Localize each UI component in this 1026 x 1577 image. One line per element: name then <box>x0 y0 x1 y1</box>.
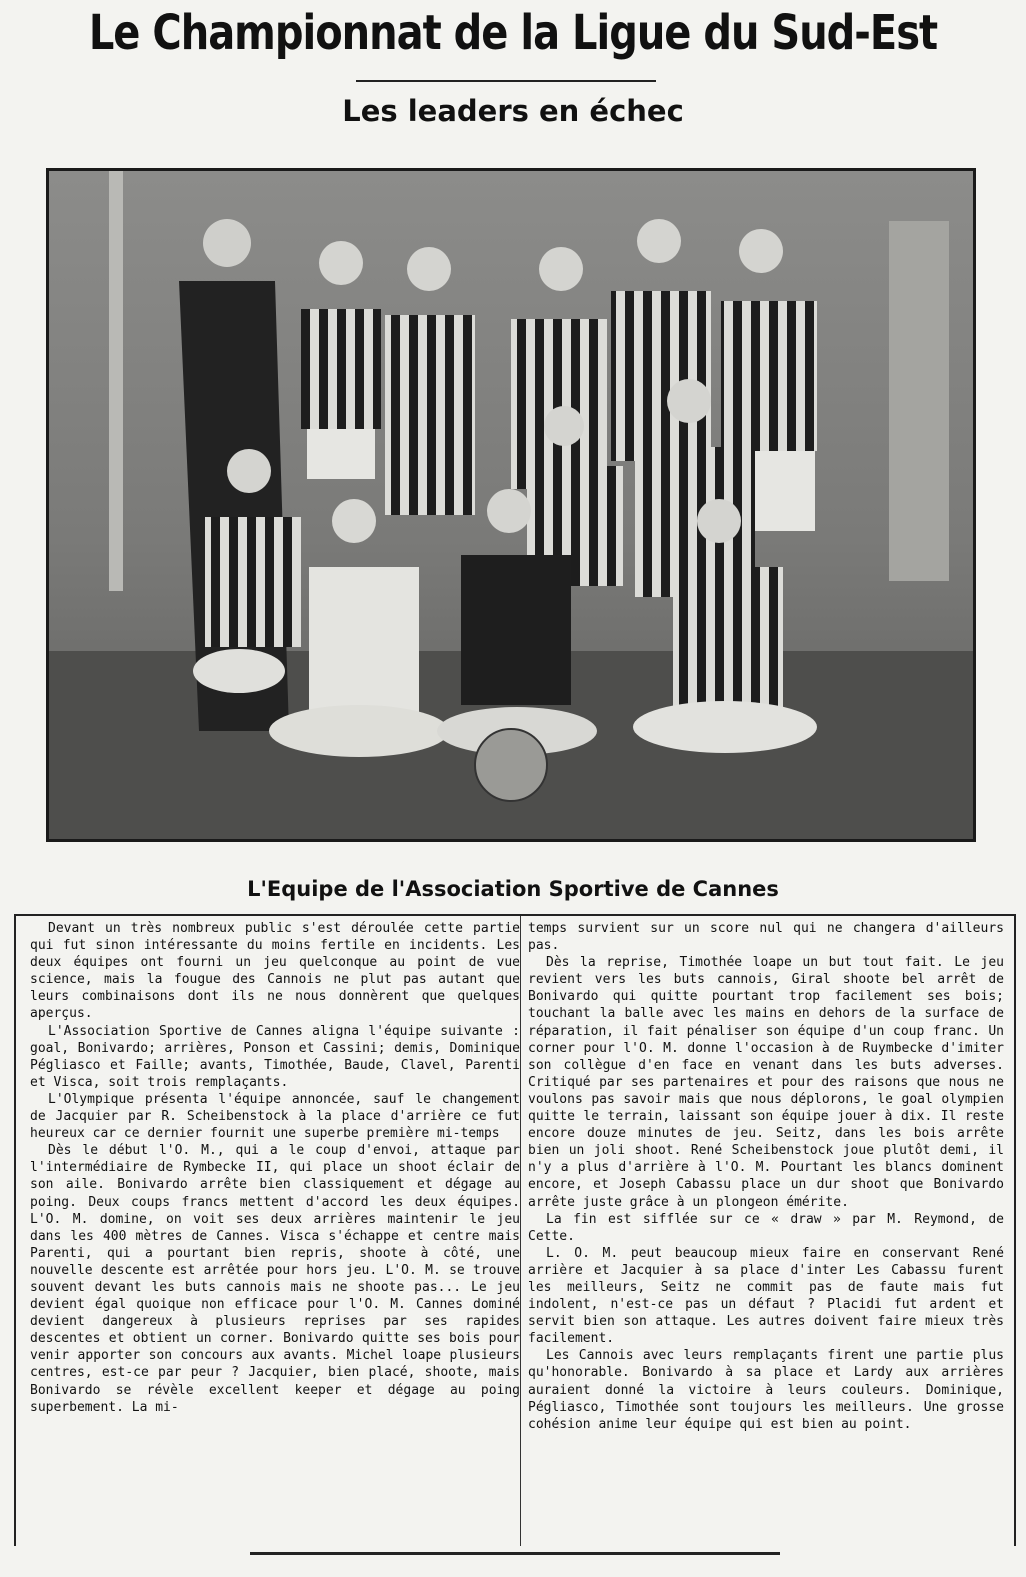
fence-post <box>109 171 123 591</box>
headline-divider <box>356 80 656 82</box>
article-column-left <box>30 920 520 1542</box>
paragraph: temps survient sur un score nul qui ne changera d'ailleurs pas. <box>528 921 1004 954</box>
headline: Le Championnat de la Ligue du Sud-Est <box>88 6 938 62</box>
team-photo <box>46 168 976 842</box>
bottom-rule <box>250 1552 780 1555</box>
paragraph: L'Olympique présenta l'équipe annoncée, sauf le changement de Jacquier par R. Scheibenstock à la place d'arrière ce fut heureux car ce dernier fournit une superbe première mi-temps <box>30 1091 520 1142</box>
article-column-right <box>528 920 1004 1542</box>
paragraph: L. O. M. peut beaucoup mieux faire en conservant René arrière et Jacquier à sa place d'inter Les Cabassu furent les meilleurs, Seitz ne commit pas de faute mais fut indolent, n'est-ce pas un défaut ? Placidi fut ardent et servit bien son attaque. Les autres doivent faire mieux très facilement. <box>528 1245 1004 1347</box>
paragraph: La fin est sifflée sur ce « draw » par M. Reymond, de Cette. <box>528 1211 1004 1244</box>
paragraph: Dès la reprise, Timothée loape un but tout fait. Le jeu revient vers les buts cannois, Giral shoote bel arrêt de Bonivardo qui quitte pourtant trop facilement ses bois; touchant la balle avec les mains en dehors de la surface de réparation, il fait pénaliser son équipe d'un coup franc. Un corner pour l'O. M. donne l'occasion à de Ruymbecke d'imiter son collègue d'en face en venant dans les buts adverses. Critiqué par ses partenaires et pour des raisons que nous ne voulons pas savoir mais que nous déplorons, le goal olympien quitte le terrain, laissant son équipe jouer à dix. Il reste encore douze minutes de jeu. Seitz, dans les bois arrête bien un joli shoot. René Scheibenstock joue plutôt demi, il n'y a plus d'arrière à l'O. M. Pourtant les blancs dominent encore, et Joseph Cabassu place un dur shoot que Bonivardo arrête juste grâce à un plongeon émérite. <box>528 955 1004 1210</box>
paragraph: L'Association Sportive de Cannes aligna l'équipe suivante : goal, Bonivardo; arrières, Ponson et Cassini; demis, Dominique Pégliasco et Faille; avants, Timothée, Baude, Clavel, Parenti et Visca, soit trois remplaçants. <box>30 1023 520 1090</box>
football-icon <box>475 729 547 801</box>
article-body <box>14 914 1016 1546</box>
paragraph: Les Cannois avec leurs remplaçants firent une partie plus qu'honorable. Bonivardo à sa place et Lardy aux arrières auraient donné la victoire à leurs couleurs. Dominique, Pégliasco, Timothée sont toujours les meilleurs. Une grosse cohésion anime leur équipe qui est bien au point. <box>528 1348 1004 1432</box>
paragraph: Devant un très nombreux public s'est déroulée cette partie qui fut sinon intéressante du moins fertile en incidents. Les deux équipes ont fourni un jeu quelconque au point de vue science, mais la fougue des Cannois ne plut pas autant que leurs combinaisons dont ils ne nous donnèrent que quelques aperçus. <box>30 921 520 1022</box>
paragraph: Dès le début l'O. M., qui a le coup d'envoi, attaque par l'intermédiaire de Rymbecke II, qui place un shoot éclair de son aile. Bonivardo arrête bien classiquement et dégage au poing. Deux coups francs mettent d'accord les deux équipes. L'O. M. domine, on voit ses deux arrières maintenir le jeu dans les 400 mètres de Cannes. Visca s'échappe et centre mais Parenti, qui a pourtant bien repris, shoote à côté, une nouvelle descente est arrêtée pour hors jeu. L'O. M. se trouve souvent devant les buts cannois mais ne shoote pas... Le jeu devient égal quoique non efficace pour l'O. M. Cannes dominé devient dangereux à plusieurs reprises par ses rapides descentes et obtient un corner. Bonivardo quitte ses bois pour venir apporter son concours aux avants. Michel loape plusieurs centres, est-ce par peur ? Jacquier, bien placé, shoote, mais Bonivardo se révèle excellent keeper et dégage au poing superbement. La mi- <box>30 1143 520 1415</box>
column-divider <box>520 916 521 1546</box>
team-photo-icon <box>49 171 973 839</box>
photo-caption: L'Equipe de l'Association Sportive de Cannes <box>247 877 779 901</box>
subheadline: Les leaders en échec <box>342 94 684 128</box>
building-wall <box>889 221 949 581</box>
